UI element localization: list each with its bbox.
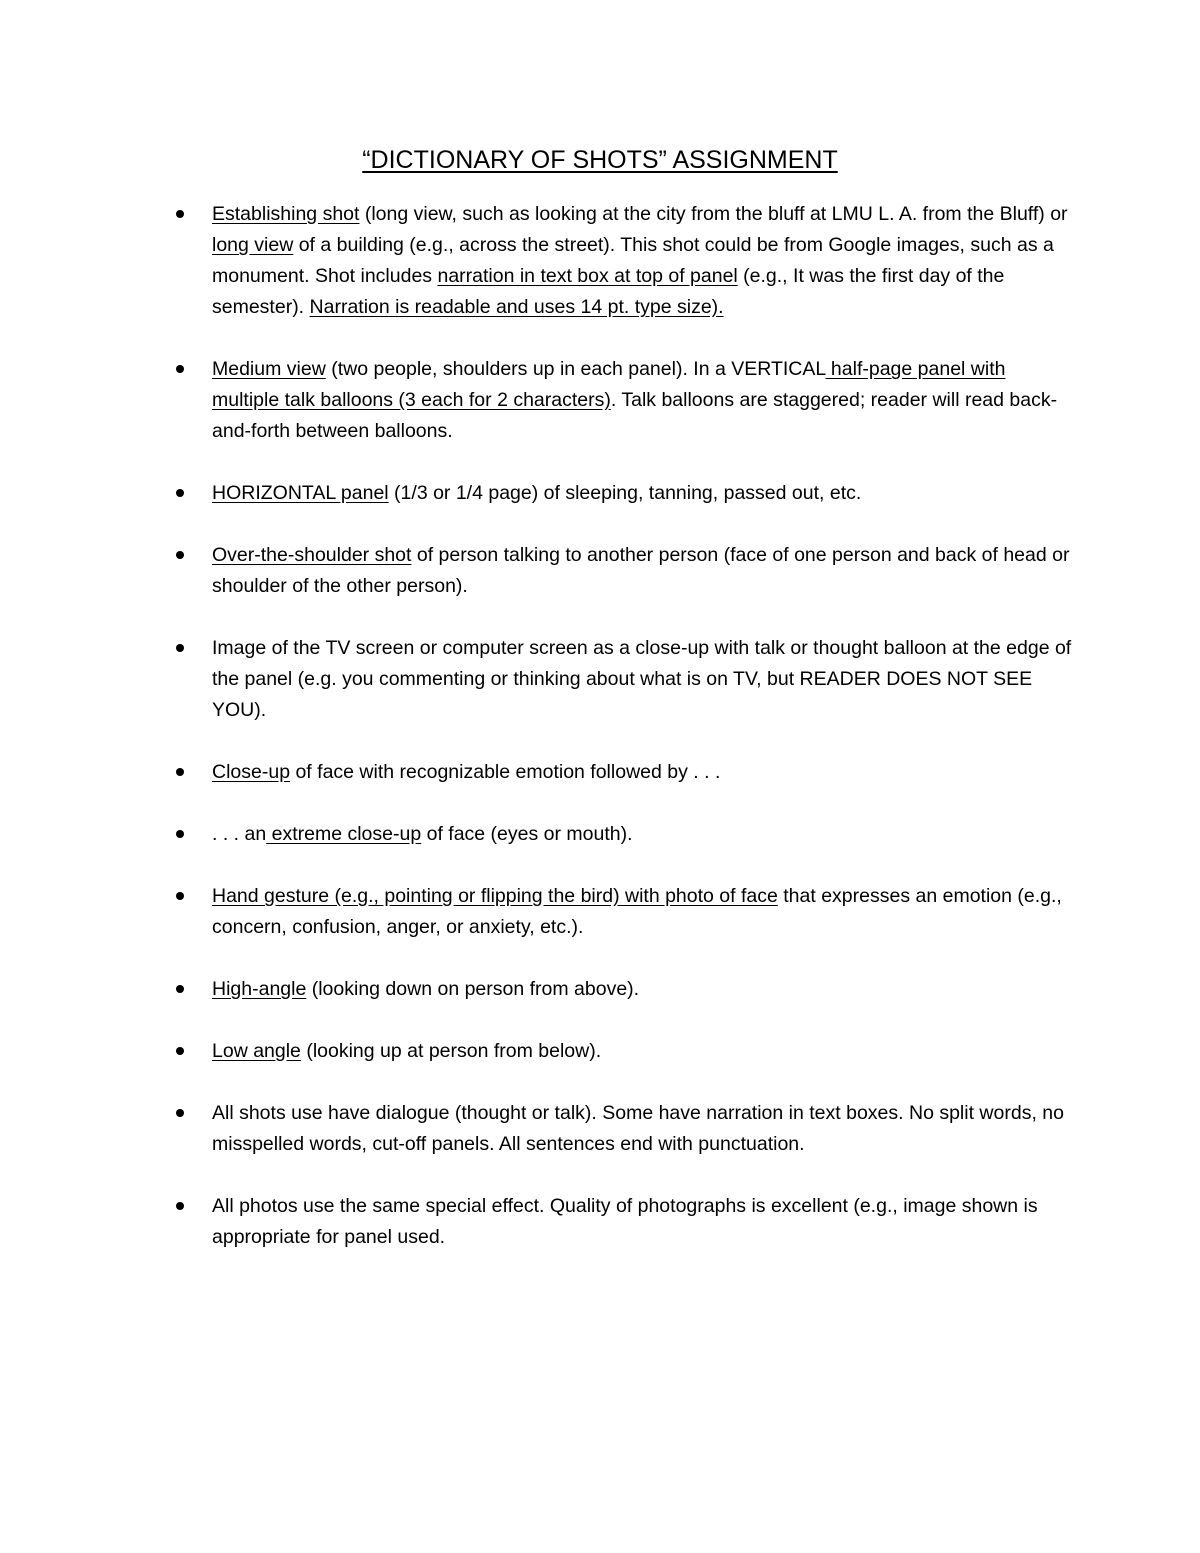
underlined-text: half-page panel with multiple talk balloons (3 each for 2 characters) <box>212 358 1006 411</box>
bullet-icon <box>176 489 184 497</box>
item-text: (two people, shoulders up in each panel). In a VERTICAL <box>325 358 826 380</box>
underlined-text: Medium view <box>212 358 326 380</box>
item-text: (looking up at person from below). <box>300 1040 602 1062</box>
underlined-text: extreme close-up <box>266 823 422 845</box>
item-text: All shots use have dialogue (thought or talk). Some have narration in text boxes. No split words, no misspelled words, cut-off panels. All sentences end with punctuation. <box>212 1102 1064 1155</box>
item-text: All photos use the same special effect. Quality of photographs is excellent (e.g., image shown is appropriate for panel used. <box>212 1195 1038 1248</box>
list-item <box>212 633 1072 726</box>
list-item <box>212 757 1072 788</box>
underlined-text: High-angle <box>212 978 307 1000</box>
list-item <box>212 819 1072 850</box>
bullet-icon <box>176 1109 184 1117</box>
list-item <box>212 354 1072 447</box>
list-item <box>212 1191 1072 1253</box>
item-text: Image of the TV screen or computer screen as a close-up with talk or thought balloon at the edge of the panel (e.g. you commenting or thinking about what is on TV, but READER DOES NOT SEE YOU). <box>212 637 1072 721</box>
page-title: “DICTIONARY OF SHOTS” ASSIGNMENT <box>362 146 838 174</box>
list-item <box>212 478 1072 509</box>
bullet-icon <box>176 892 184 900</box>
item-text: . Talk balloons are staggered; reader will read back-and-forth between balloons. <box>212 389 1058 442</box>
bullet-icon <box>176 768 184 776</box>
bullet-icon <box>176 1202 184 1210</box>
list-item <box>212 540 1072 602</box>
requirements-list <box>212 199 1072 1284</box>
list-item <box>212 881 1072 943</box>
item-text: (e.g., It was the first day of the semester). <box>212 265 1005 318</box>
item-text: that expresses an emotion (e.g., concern, confusion, anger, or anxiety, etc.). <box>212 885 1062 938</box>
item-text: . . . an <box>212 823 267 845</box>
list-item <box>212 974 1072 1005</box>
bullet-icon <box>176 551 184 559</box>
bullet-icon <box>176 644 184 652</box>
list-item <box>212 199 1072 323</box>
item-text: of a building (e.g., across the street). This shot could be from Google images, such as a monument. Shot includes <box>212 234 1054 287</box>
bullet-icon <box>176 1047 184 1055</box>
underlined-text: Hand gesture (e.g., pointing or flipping the bird) with photo of face <box>212 885 778 907</box>
bullet-icon <box>176 365 184 373</box>
list-item <box>212 1036 1072 1067</box>
item-text: of face with recognizable emotion followed by . . . <box>290 761 721 783</box>
underlined-text: Over-the-shoulder shot <box>212 544 412 566</box>
underlined-text: Establishing shot <box>212 203 360 225</box>
bullet-icon <box>176 985 184 993</box>
item-text: of person talking to another person (face of one person and back of head or shoulder of the other person). <box>212 544 1070 597</box>
underlined-text: narration in text box at top of panel <box>437 265 738 287</box>
underlined-text: Narration is readable and uses 14 pt. type size). <box>309 296 724 318</box>
item-text: of face (eyes or mouth). <box>421 823 633 845</box>
item-text: (long view, such as looking at the city from the bluff at LMU L. A. from the Bluff) or <box>359 203 1068 225</box>
underlined-text: Low angle <box>212 1040 301 1062</box>
bullet-icon <box>176 210 184 218</box>
underlined-text: HORIZONTAL panel <box>212 482 389 504</box>
bullet-icon <box>176 830 184 838</box>
underlined-text: Close-up <box>212 761 291 783</box>
underlined-text: long view <box>212 234 294 256</box>
item-text: (looking down on person from above). <box>306 978 640 1000</box>
list-item <box>212 1098 1072 1160</box>
item-text: (1/3 or 1/4 page) of sleeping, tanning, passed out, etc. <box>388 482 862 504</box>
